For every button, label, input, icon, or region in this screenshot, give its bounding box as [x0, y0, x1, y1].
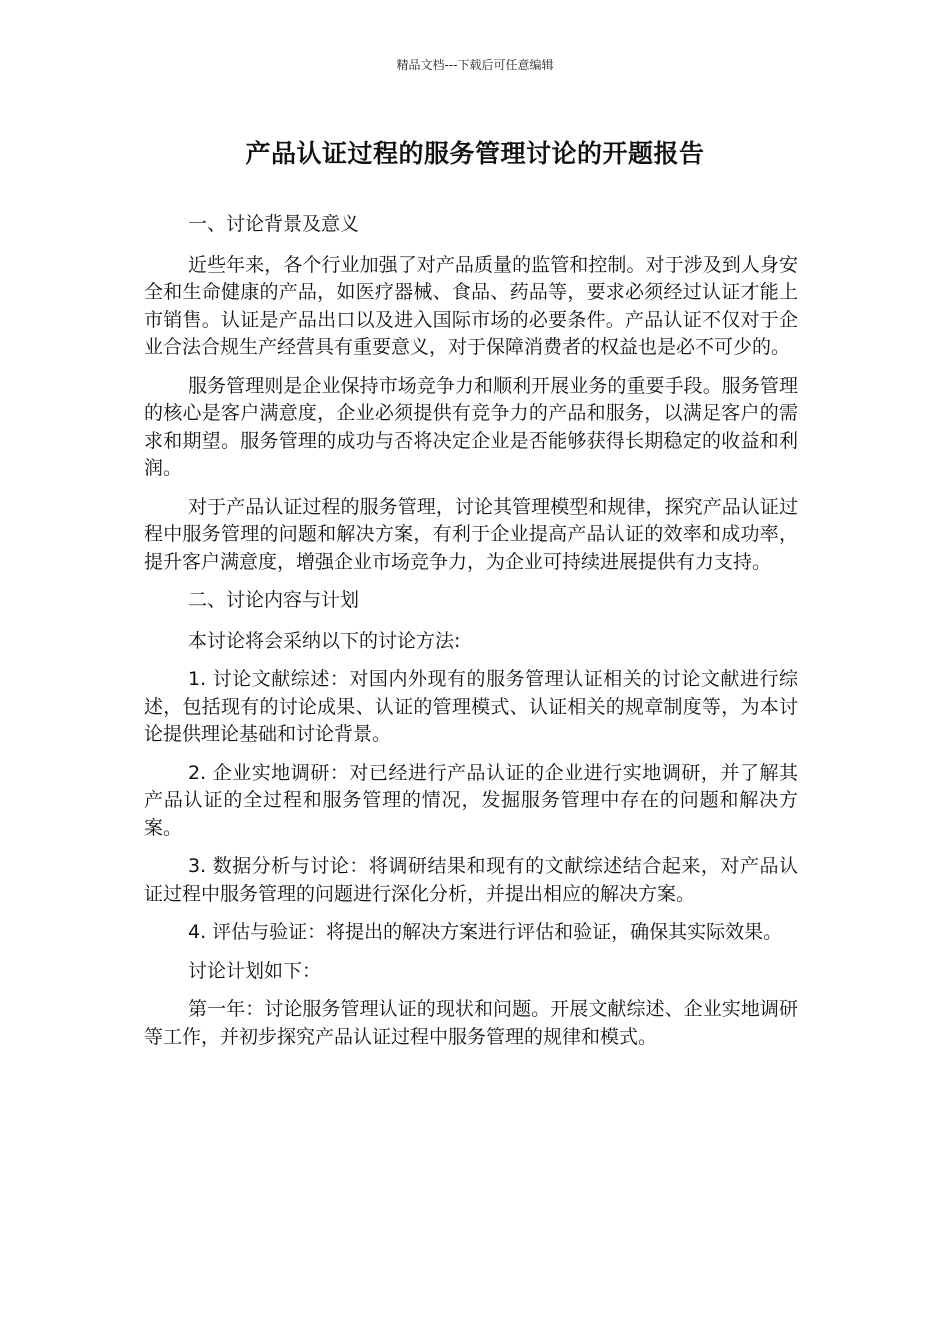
paragraph-plan-intro: 讨论计划如下：	[188, 959, 322, 982]
paragraph-background-2: 服务管理则是企业保持市场竞争力和顺利开展业务的重要手段。服务管理的核心是客户满意度，企业必须提供有竞争力的产品和服务，以满足客户的需求和期望。服务管理的成功与否将决定企业是否能够获得长期稳定的收益和利润。	[144, 374, 798, 479]
section-heading-background: 一、讨论背景及意义	[188, 213, 360, 235]
header-note: 精品文档---下载后可任意编辑	[396, 58, 554, 72]
paragraph-methods-intro: 本讨论将会采纳以下的讨论方法:	[188, 629, 461, 652]
paragraph-background-1: 近些年来，各个行业加强了对产品质量的监管和控制。对于涉及到人身安全和生命健康的产品，如医疗器械、食品、药品等，要求必须经过认证才能上市销售。认证是产品出口以及进入国际市场的必要条件。产品认证不仅对于企业合法合规生产经营具有重要意义，对于保障消费者的权益也是必不可少的。	[144, 253, 798, 358]
document-title: 产品认证过程的服务管理讨论的开题报告	[245, 139, 705, 168]
paragraph-background-3: 对于产品认证过程的服务管理，讨论其管理模型和规律，探究产品认证过程中服务管理的问题和解决方案，有利于企业提高产品认证的效率和成功率，提升客户满意度，增强企业市场竞争力，为企业可持续进展提供有力支持。	[144, 495, 798, 573]
paragraph-plan-year-1: 第一年：讨论服务管理认证的现状和问题。开展文献综述、企业实地调研等工作，并初步探究产品认证过程中服务管理的规律和模式。	[144, 998, 798, 1048]
list-item-method-3: 3. 数据分析与讨论：将调研结果和现有的文献综述结合起来，对产品认证过程中服务管理的问题进行深化分析，并提出相应的解决方案。	[144, 855, 798, 905]
list-item-method-4: 4. 评估与验证：将提出的解决方案进行评估和验证，确保其实际效果。	[188, 921, 783, 943]
list-item-method-1: 1. 讨论文献综述：对国内外现有的服务管理认证相关的讨论文献进行综述，包括现有的讨论成果、认证的管理模式、认证相关的规章制度等，为本讨论提供理论基础和讨论背景。	[144, 668, 798, 745]
document-body	[144, 211, 798, 1062]
list-item-method-2: 2. 企业实地调研：对已经进行产品认证的企业进行实地调研，并了解其产品认证的全过程和服务管理的情况，发掘服务管理中存在的问题和解决方案。	[144, 761, 798, 839]
section-heading-content-plan: 二、讨论内容与计划	[188, 589, 360, 611]
